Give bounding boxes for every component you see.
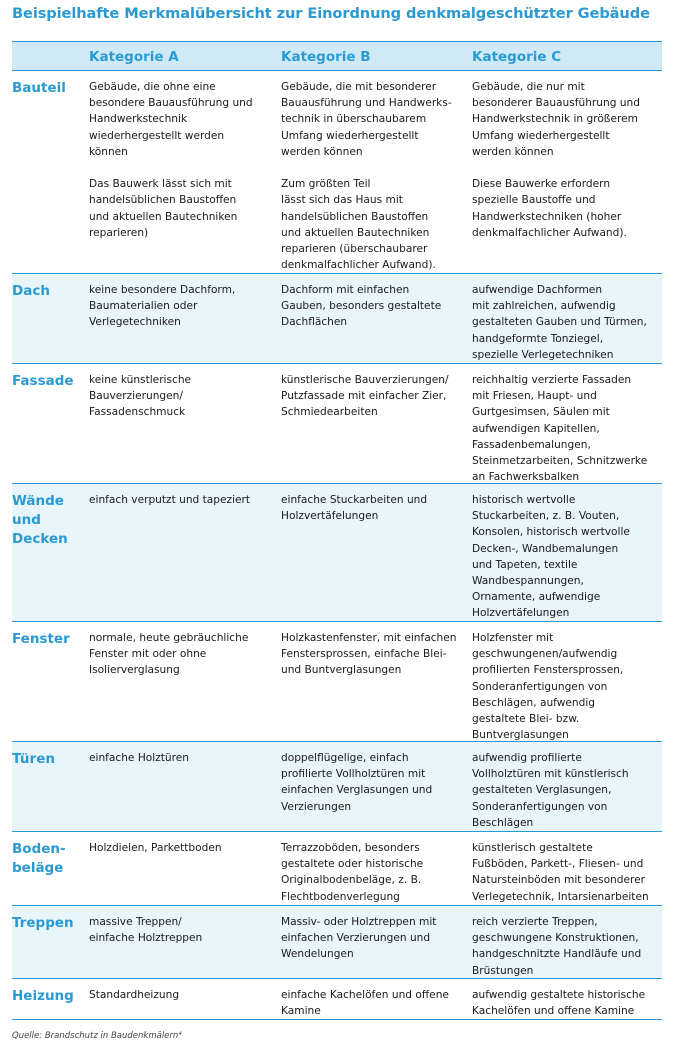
cell-category-c: Holzfenster mit geschwungenen/aufwendig profilierten Fenstersprossen, Sonderanfertigungen von Beschlägen, aufwendig gestaltete Blei- bzw. Buntverglasungen bbox=[472, 632, 624, 742]
cell-category-c: künstlerisch gestaltete Fußböden, Parkett-, Fliesen- und Natursteinböden mit besonderer Verlegetechnik, Intarsienarbeiten bbox=[472, 842, 649, 903]
table-row-bauteil bbox=[12, 71, 662, 274]
row-label: Dach bbox=[12, 283, 50, 299]
cell-category-a: keine besondere Dachform, Baumaterialien oder Verlegetechniken bbox=[89, 284, 236, 329]
row-label: Treppen bbox=[12, 915, 74, 931]
table-row-fenster bbox=[12, 622, 662, 742]
cell-category-b: Gebäude, die mit besonderer Bauausführung und Handwerks- technik in überschaubarem Umfang wiederhergestellt werden können Zum größten Teil lässt sich das Haus mit handelsüblichen Baustoffen und aktuellen Bautechniken reparieren (überschaubarer denkmalfachlicher Aufwand). bbox=[281, 81, 452, 272]
header-category-c: Kategorie C bbox=[472, 49, 562, 65]
table-header bbox=[12, 41, 662, 71]
row-label: Türen bbox=[12, 751, 55, 767]
cell-category-c: reichhaltig verzierte Fassaden mit Friesen, Haupt- und Gurtgesimsen, Säulen mit aufwendigen Kapitellen, Fassadenbemalungen, Steinmetzarbeiten, Schnitzwerke an Fachwerksbalken bbox=[472, 374, 648, 484]
cell-category-a: einfache Holztüren bbox=[89, 752, 189, 764]
row-label: Bauteil bbox=[12, 80, 66, 96]
cell-category-a: normale, heute gebräuchliche Fenster mit oder ohne Isolierverglasung bbox=[89, 632, 249, 677]
table-row-dach bbox=[12, 274, 662, 364]
header-category-a: Kategorie A bbox=[89, 49, 179, 65]
cell-category-c: aufwendig gestaltete historische Kachelöfen und offene Kamine bbox=[472, 989, 646, 1018]
cell-category-b: Dachform mit einfachen Gauben, besonders gestaltete Dachflächen bbox=[281, 284, 442, 329]
row-label: Heizung bbox=[12, 988, 74, 1004]
table-row-waende-und-decken bbox=[12, 484, 662, 622]
cell-category-c: reich verzierte Treppen, geschwungene Konstruktionen, handgeschnitzte Handläufe und Brüstungen bbox=[472, 916, 642, 977]
row-label: Boden- beläge bbox=[12, 841, 66, 876]
cell-category-c: historisch wertvolle Stuckarbeiten, z. B. Vouten, Konsolen, historisch wertvolle Decken-, Wandbemalungen und Tapeten, textile Wandbespannungen, Ornamente, aufwendige Holzvertäfelungen bbox=[472, 494, 630, 620]
cell-category-b: Massiv- oder Holztreppen mit einfachen Verzierungen und Wendelungen bbox=[281, 916, 437, 961]
table-row-fassade bbox=[12, 364, 662, 484]
cell-category-b: doppelflügelige, einfach profilierte Vollholztüren mit einfachen Verglasungen und Verzierungen bbox=[281, 752, 433, 813]
table-row-tueren bbox=[12, 742, 662, 832]
cell-category-b: einfache Stuckarbeiten und Holzvertäfelungen bbox=[281, 494, 428, 523]
page-title: Beispielhafte Merkmalübersicht zur Einordnung denkmalgeschützter Gebäude bbox=[12, 5, 650, 22]
cell-category-b: Holzkastenfenster, mit einfachen Fenstersprossen, einfache Blei- und Buntverglasungen bbox=[281, 632, 457, 677]
cell-category-c: aufwendig profilierte Vollholztüren mit künstlerisch gestalteten Verglasungen, Sonderanfertigungen von Beschlägen bbox=[472, 752, 629, 829]
cell-category-a: Gebäude, die ohne eine besondere Bauausführung und Handwerkstechnik wiederhergestellt werden können Das Bauwerk lässt sich mit handelsüblichen Baustoffen und aktuellen Bautechniken reparieren) bbox=[89, 81, 253, 239]
cell-category-a: Holzdielen, Parkettboden bbox=[89, 842, 222, 854]
cell-category-c: aufwendige Dachformen mit zahlreichen, aufwendig gestalteten Gauben und Türmen, handgeformte Tonziegel, spezielle Verlegetechniken bbox=[472, 284, 647, 361]
cell-category-a: keine künstlerische Bauverzierungen/ Fassadenschmuck bbox=[89, 374, 192, 419]
cell-category-b: künstlerische Bauverzierungen/ Putzfassade mit einfacher Zier, Schmiedearbeiten bbox=[281, 374, 449, 419]
cell-category-b: einfache Kachelöfen und offene Kamine bbox=[281, 989, 449, 1018]
cell-category-a: Standardheizung bbox=[89, 989, 180, 1001]
source-note: Quelle: Brandschutz in Baudenkmälern⁴ bbox=[12, 1031, 182, 1041]
row-label: Fassade bbox=[12, 373, 74, 389]
cell-category-b: Terrazzoböden, besonders gestaltete oder historische Originalbodenbeläge, z. B. Flechtbodenverlegung bbox=[281, 842, 424, 903]
header-category-b: Kategorie B bbox=[281, 49, 371, 65]
cell-category-c: Gebäude, die nur mit besonderer Bauausführung und Handwerkstechnik in größerem Umfang wiederhergestellt werden können Diese Bauwerke erfordern spezielle Baustoffe und Handwerkstechniken (hoher denkmalfachlicher Aufwand). bbox=[472, 81, 640, 239]
cell-category-a: einfach verputzt und tapeziert bbox=[89, 494, 251, 506]
table-row-bodenbelaege bbox=[12, 832, 662, 906]
table-row-heizung bbox=[12, 979, 662, 1020]
table-row-treppen bbox=[12, 906, 662, 979]
row-label: Fenster bbox=[12, 631, 70, 647]
cell-category-a: massive Treppen/ einfache Holztreppen bbox=[89, 916, 203, 945]
row-label: Wände und Decken bbox=[12, 493, 68, 547]
